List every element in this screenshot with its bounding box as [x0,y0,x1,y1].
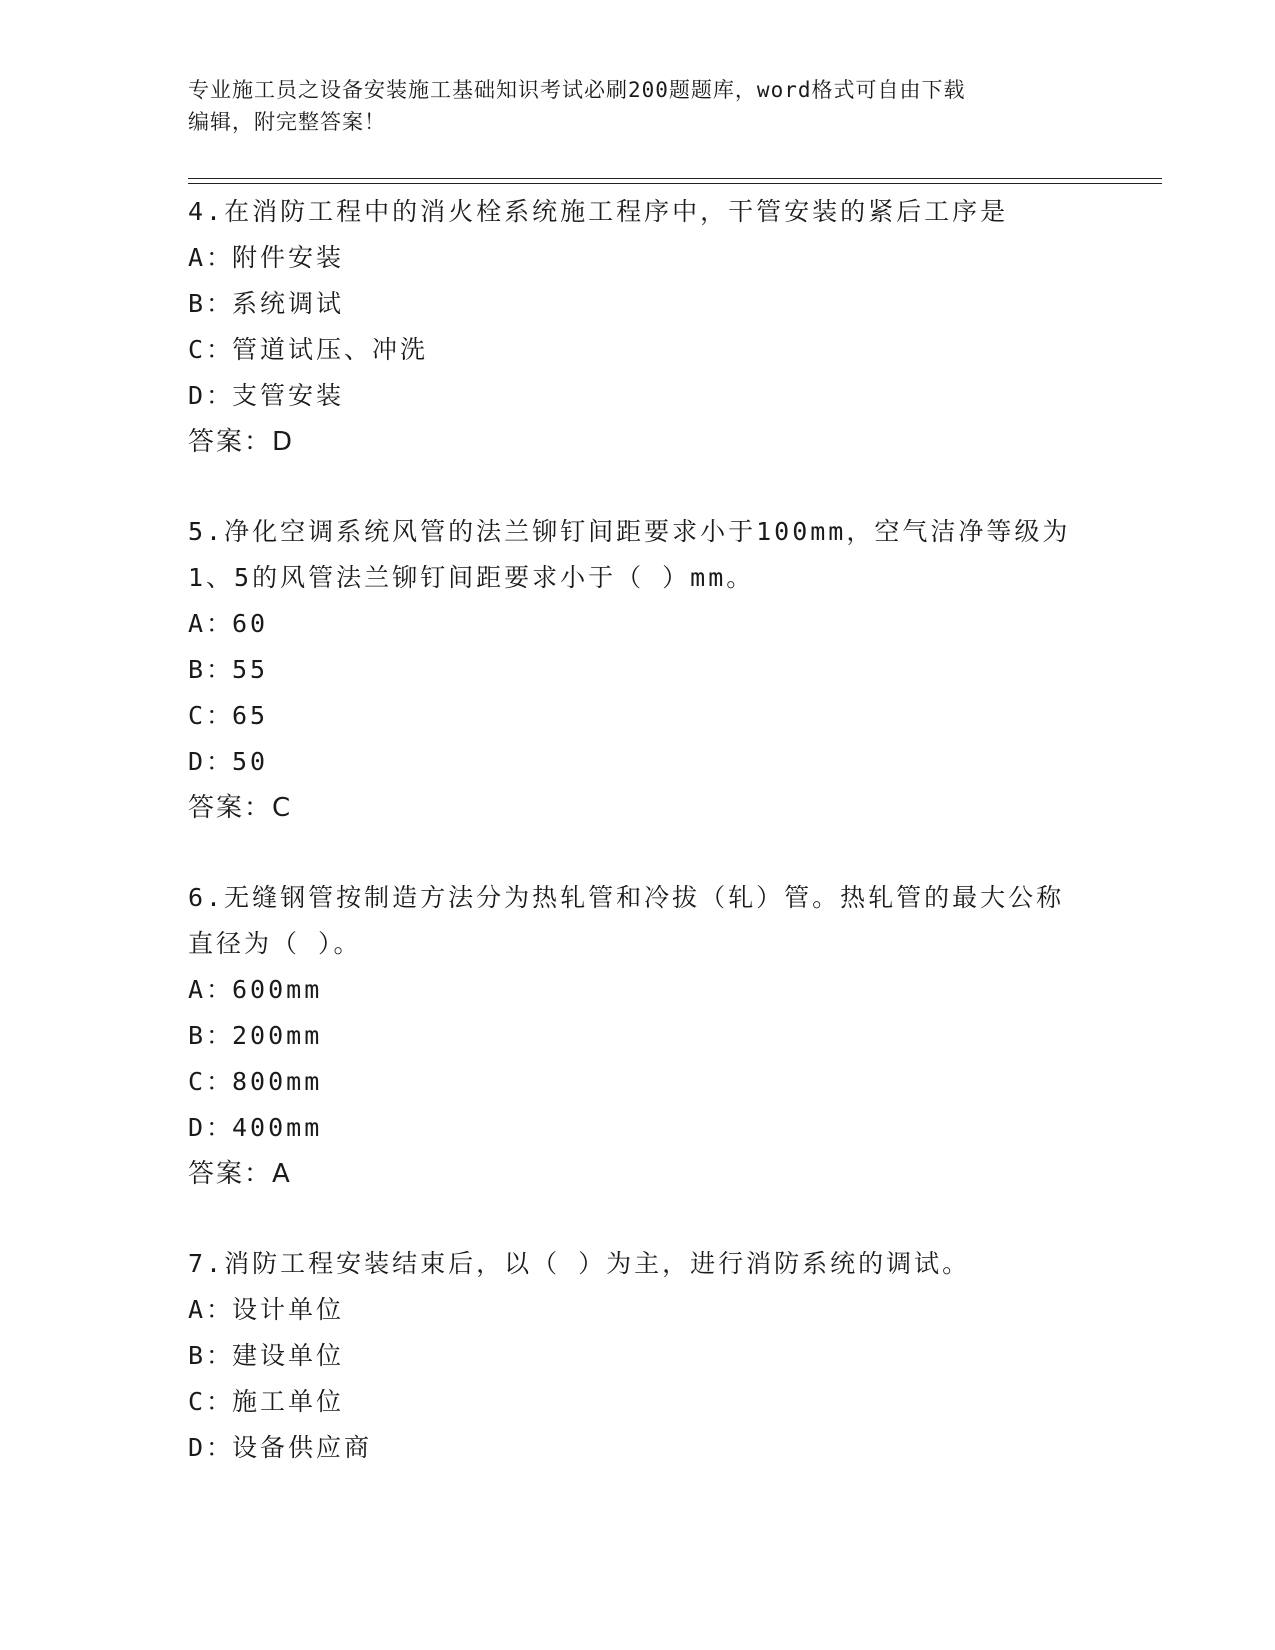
option-b [188,1013,1088,1059]
option-text: 施工单位 [232,1387,345,1416]
option-letter: A： [188,609,235,638]
option-letter: B： [188,655,235,684]
option-a [188,235,1088,281]
option-c [188,1059,1088,1105]
option-d [188,1425,1088,1471]
option-text: 设计单位 [232,1295,345,1324]
option-text: 55 [232,655,269,684]
option-d [188,1105,1088,1151]
option-letter: B： [188,289,235,318]
question-7 [188,1241,1088,1471]
option-letter: D： [188,1433,235,1462]
answer-line: 答案：D [188,427,295,457]
question-stem: 5.净化空调系统风管的法兰铆钉间距要求小于100mm，空气洁净等级为1、5的风管法兰铆钉间距要求小于（ ）mm。 [188,517,1071,592]
header-divider-top [188,178,1162,179]
option-letter: C： [188,1067,235,1096]
option-text: 系统调试 [232,289,345,318]
option-b [188,1333,1088,1379]
option-c [188,693,1088,739]
option-text: 50 [232,747,269,776]
option-text: 200mm [232,1021,323,1050]
option-a [188,967,1088,1013]
option-text: 建设单位 [232,1341,345,1370]
option-text: 设备供应商 [232,1433,373,1462]
option-letter: D： [188,1113,235,1142]
header-line-2: 编辑，附完整答案！ [188,110,386,134]
question-5 [188,509,1088,831]
option-text: 支管安装 [232,381,345,410]
question-stem: 6.无缝钢管按制造方法分为热轧管和冷拔（轧）管。热轧管的最大公称直径为（ ）。 [188,883,1065,958]
option-letter: D： [188,381,235,410]
option-c [188,1379,1088,1425]
option-a [188,601,1088,647]
option-letter: A： [188,1295,235,1324]
option-letter: B： [188,1341,235,1370]
option-text: 附件安装 [232,243,345,272]
option-d [188,739,1088,785]
document-header [188,74,1068,138]
option-letter: A： [188,975,235,1004]
option-text: 60 [232,609,269,638]
answer-line: 答案：C [188,793,293,823]
option-b [188,281,1088,327]
option-d [188,373,1088,419]
option-letter: A： [188,243,235,272]
answer-line: 答案：A [188,1159,292,1189]
option-text: 800mm [232,1067,323,1096]
question-6 [188,875,1088,1197]
option-b [188,647,1088,693]
option-text: 管道试压、冲洗 [232,335,429,364]
option-a [188,1287,1088,1333]
option-letter: C： [188,1387,235,1416]
question-stem: 7.消防工程安装结束后，以（ ）为主，进行消防系统的调试。 [188,1249,971,1278]
option-letter: B： [188,1021,235,1050]
option-letter: C： [188,335,235,364]
option-text: 600mm [232,975,323,1004]
header-line-1: 专业施工员之设备安装施工基础知识考试必刷200题题库，word格式可自由下载 [188,78,966,102]
option-text: 65 [232,701,269,730]
option-letter: C： [188,701,235,730]
header-divider-bottom [188,183,1162,184]
question-4 [188,189,1088,465]
question-stem: 4.在消防工程中的消火栓系统施工程序中，干管安装的紧后工序是 [188,197,1009,226]
question-list [188,189,1088,1515]
option-c [188,327,1088,373]
option-letter: D： [188,747,235,776]
option-text: 400mm [232,1113,323,1142]
